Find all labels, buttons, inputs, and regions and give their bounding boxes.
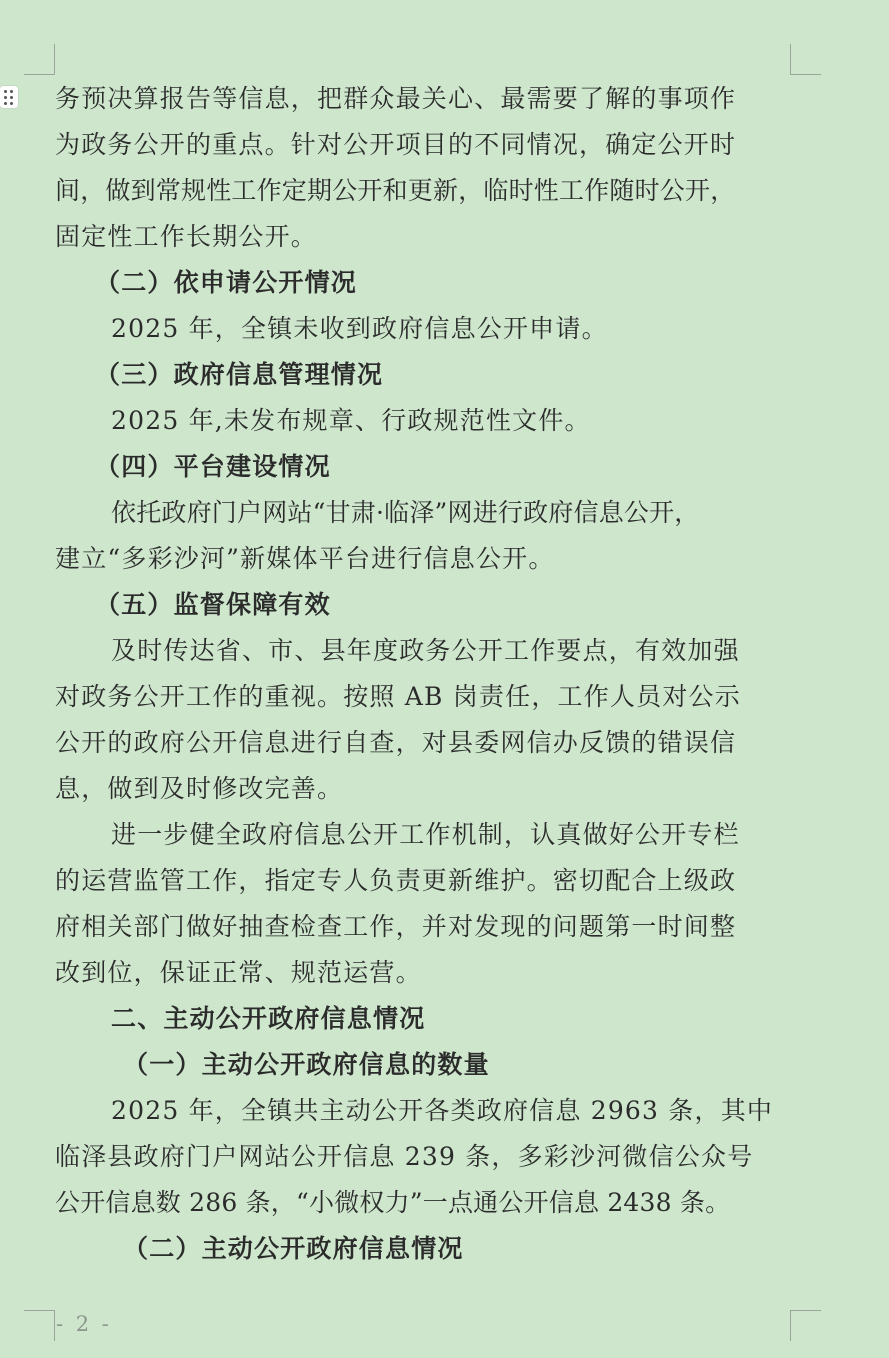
paragraph-line: 对政务公开工作的重视。按照 AB 岗责任，工作人员对公示 — [55, 682, 741, 711]
paragraph-line: 临泽县政府门户网站公开信息 239 条，多彩沙河微信公众号 — [55, 1142, 754, 1171]
section-subheading: （二）主动公开政府信息情况 — [123, 1234, 464, 1263]
paragraph-line: 公开信息数 286 条，“小微权力”一点通公开信息 2438 条。 — [55, 1188, 731, 1217]
section-subheading: （二）依申请公开情况 — [95, 268, 358, 297]
page-number: - 2 - — [56, 1312, 112, 1336]
paragraph-line: 及时传达省、市、县年度政务公开工作要点，有效加强 — [111, 636, 740, 665]
paragraph-line: 2025 年，全镇共主动公开各类政府信息 2963 条，其中 — [111, 1096, 774, 1125]
paragraph-line: 的运营监管工作，指定专人负责更新维护。密切配合上级政 — [55, 866, 737, 895]
paragraph-line: 进一步健全政府信息公开工作机制，认真做好公开专栏 — [111, 820, 740, 849]
paragraph-line: 2025 年,未发布规章、行政规范性文件。 — [111, 406, 591, 435]
section-subheading: （一）主动公开政府信息的数量 — [123, 1050, 490, 1079]
section-subheading: （五）监督保障有效 — [95, 590, 331, 619]
bottom-left-crop-mark — [24, 1310, 55, 1341]
paragraph-line: 2025 年，全镇未收到政府信息公开申请。 — [111, 314, 608, 343]
top-right-crop-mark — [790, 44, 821, 75]
document-body[interactable] — [55, 76, 795, 1272]
section-subheading: （三）政府信息管理情况 — [95, 360, 384, 389]
paragraph-line: 改到位，保证正常、规范运营。 — [55, 958, 422, 987]
section-subheading: （四）平台建设情况 — [95, 452, 331, 481]
paragraph-line: 依托政府门户网站“甘肃·临泽”网进行政府信息公开， — [111, 498, 700, 527]
paragraph-line: 固定性工作长期公开。 — [55, 222, 318, 251]
top-left-crop-mark — [24, 44, 55, 75]
paragraph-line: 务预决算报告等信息，把群众最关心、最需要了解的事项作 — [55, 84, 737, 113]
paragraph-line: 息，做到及时修改完善。 — [55, 774, 344, 803]
drag-handle-icon[interactable] — [0, 86, 18, 108]
paragraph-line: 府相关部门做好抽查检查工作，并对发现的问题第一时间整 — [55, 912, 737, 941]
paragraph-line: 建立“多彩沙河”新媒体平台进行信息公开。 — [55, 544, 555, 573]
paragraph-line: 公开的政府公开信息进行自查，对县委网信办反馈的错误信 — [55, 728, 737, 757]
section-heading: 二、主动公开政府信息情况 — [111, 1004, 426, 1033]
paragraph-line: 为政务公开的重点。针对公开项目的不同情况，确定公开时 — [55, 130, 737, 159]
paragraph-line: 间，做到常规性工作定期公开和更新，临时性工作随时公开， — [55, 176, 736, 205]
bottom-right-crop-mark — [790, 1310, 821, 1341]
